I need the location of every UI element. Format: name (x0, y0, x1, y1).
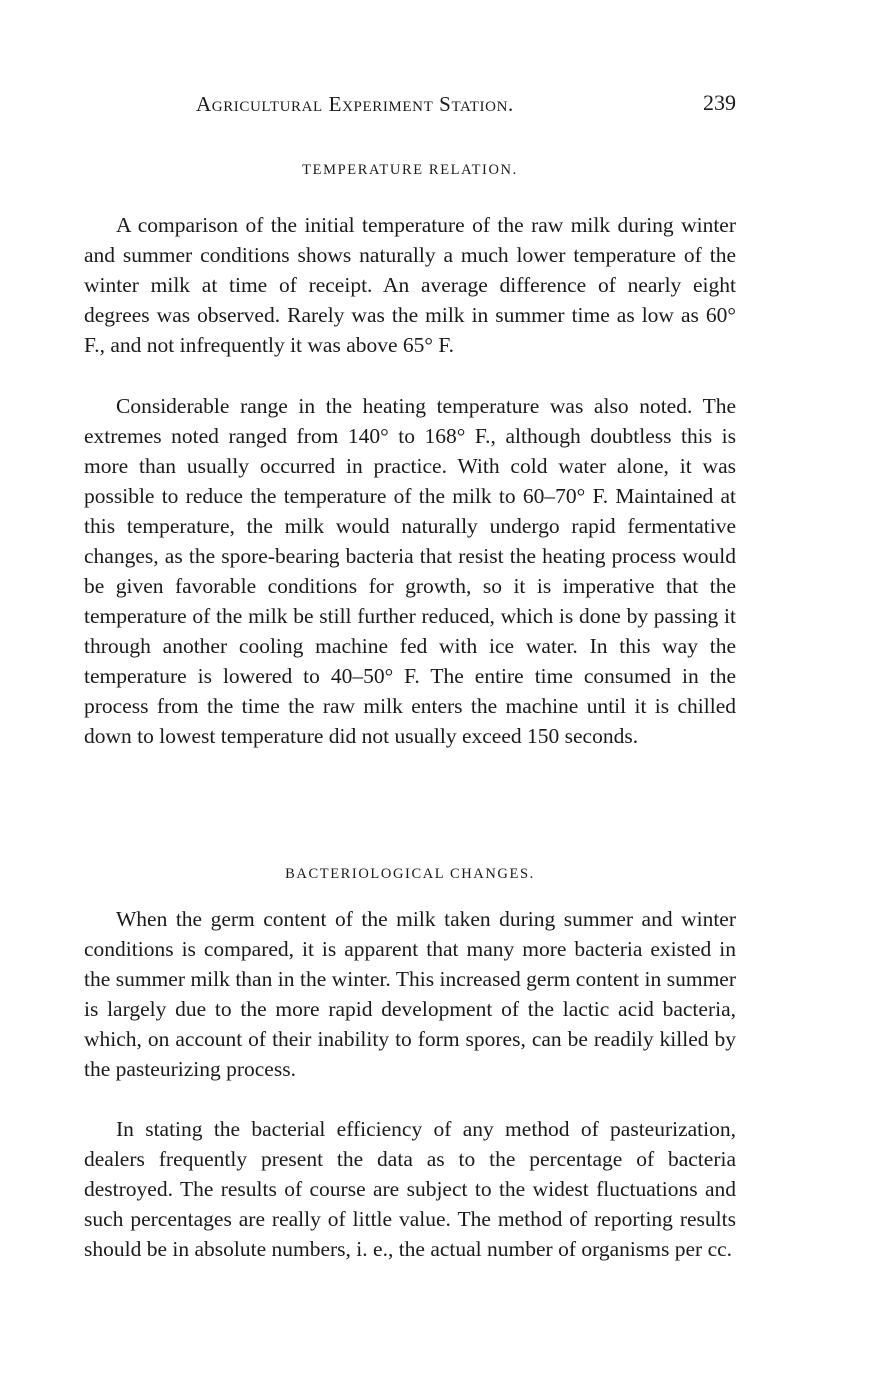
running-head (84, 92, 736, 122)
section-heading-temperature-relation: TEMPERATURE RELATION. (302, 162, 518, 178)
paragraph: A comparison of the initial temperature of the raw milk during winter and summer conditions shows naturally a much lower temperature of the winter milk at time of receipt. An average difference of nearly eight degrees was observed. Rarely was the milk in summer time as low as 60° F., and not infrequently it was above 65° F. (84, 213, 736, 357)
running-title: Agricultural Experiment Station. (196, 92, 514, 116)
paragraph: When the germ content of the milk taken during summer and winter conditions is compared, it is apparent that many more bacteria existed in the summer milk than in the winter. This increased germ content in summer is largely due to the more rapid development of the lactic acid bacteria, which, on account of their inability to form spores, can be readily killed by the pasteurizing process. (84, 907, 736, 1081)
page-number: 239 (703, 90, 736, 115)
document-page (84, 0, 736, 1380)
section-heading-bacteriological-changes: BACTERIOLOGICAL CHANGES. (285, 866, 535, 882)
paragraph: In stating the bacterial efficiency of any method of pasteurization, dealers frequently present the data as to the percentage of bacteria destroyed. The results of course are subject to the widest fluctuations and such percentages are really of little value. The method of reporting results should be in absolute numbers, i. e., the actual number of organisms per cc. (84, 1117, 736, 1261)
paragraph: Considerable range in the heating temperature was also noted. The extremes noted ranged from 140° to 168° F., although doubtless this is more than usually occurred in practice. With cold water alone, it was possible to reduce the temperature of the milk to 60–70° F. Maintained at this temperature, the milk would naturally undergo rapid fermentative changes, as the spore-bearing bacteria that resist the heating process would be given favorable conditions for growth, so it is imperative that the temperature of the milk be still further reduced, which is done by passing it through another cooling machine fed with ice water. In this way the temperature is lowered to 40–50° F. The entire time consumed in the process from the time the raw milk enters the machine until it is chilled down to lowest temperature did not usually exceed 150 seconds. (84, 394, 736, 748)
